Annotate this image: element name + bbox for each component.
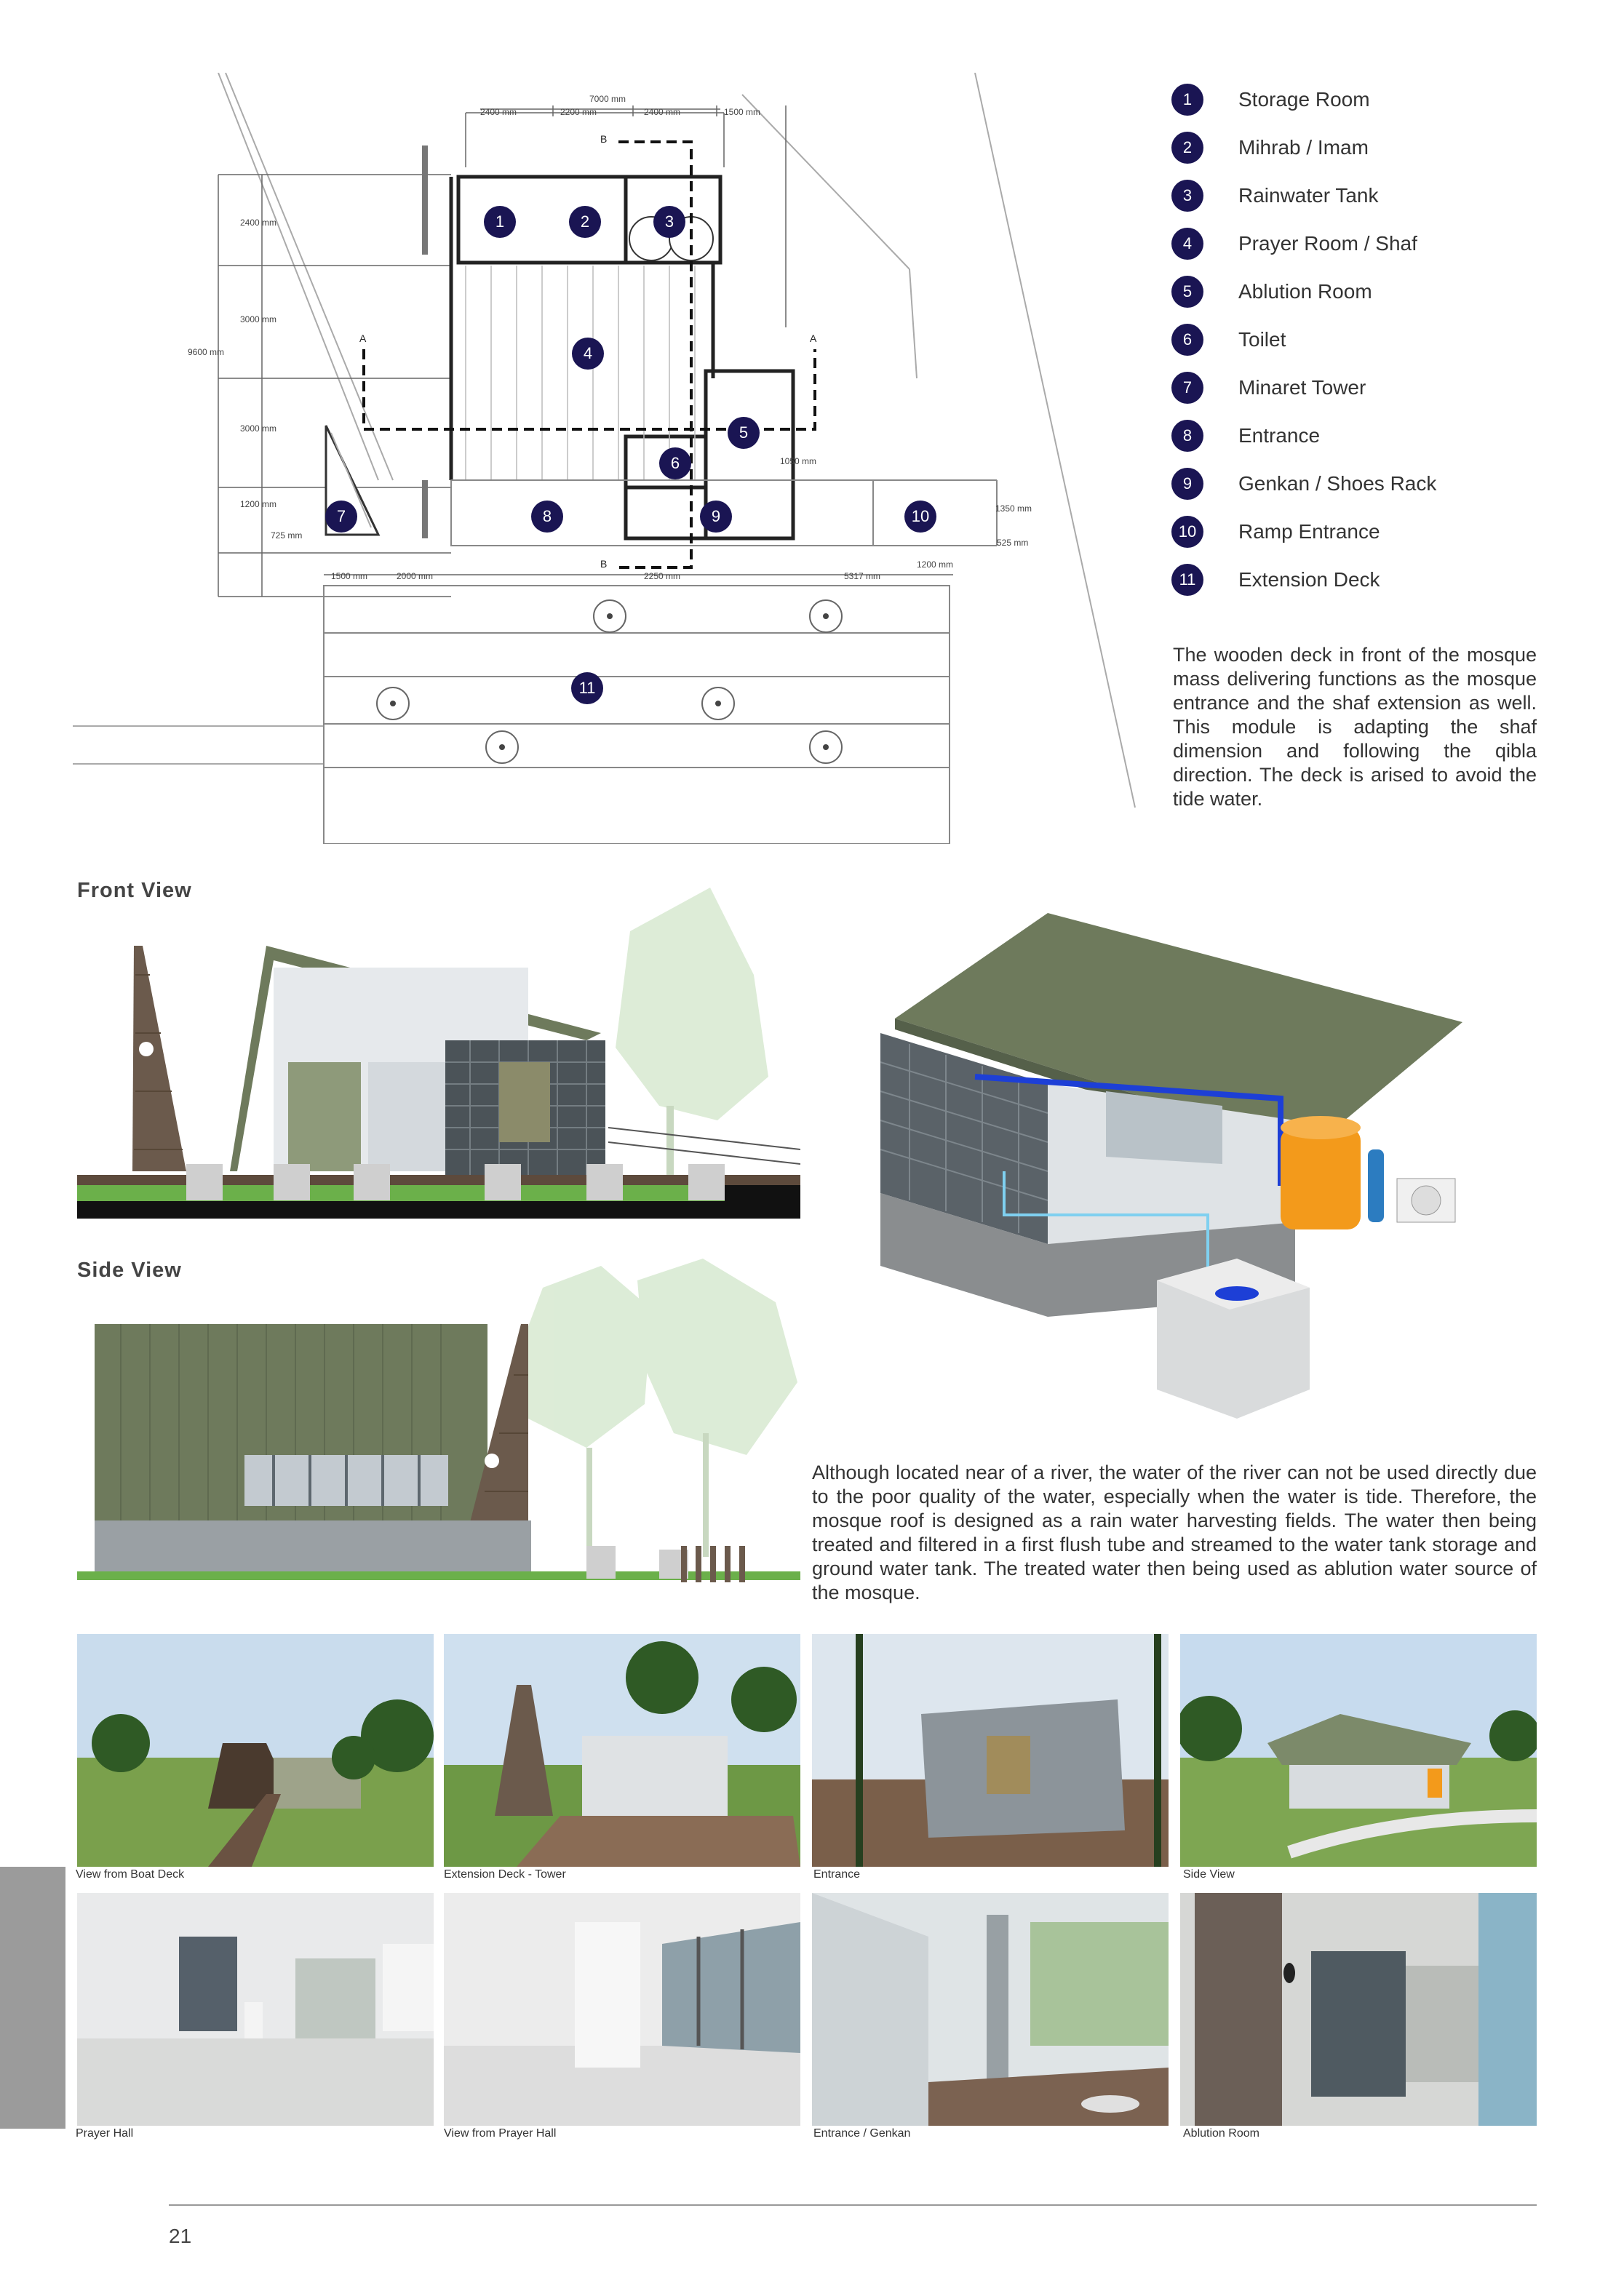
plan-badge-9: 9 — [700, 501, 732, 533]
section-b-bottom: B — [600, 558, 608, 570]
plan-badge-2: 2 — [569, 206, 601, 238]
dim-bottom-b: 2000 mm — [397, 571, 434, 581]
plan-badge-6: 6 — [659, 447, 691, 479]
dim-left-c: 3000 mm — [240, 423, 277, 434]
side-view-title: Side View — [77, 1259, 182, 1282]
caption-prayer-hall: Prayer Hall — [76, 2127, 134, 2140]
dim-top-c: 2400 mm — [644, 107, 681, 117]
legend-badge: 5 — [1171, 276, 1203, 308]
photo-view-from-prayer-hall — [444, 1893, 800, 2126]
caption-boat-deck: View from Boat Deck — [76, 1868, 185, 1881]
legend-item — [1171, 460, 1550, 508]
legend-label: Entrance — [1238, 424, 1321, 447]
plan-badge-1: 1 — [484, 206, 516, 238]
legend-badge: 2 — [1171, 132, 1203, 164]
legend-badge: 4 — [1171, 228, 1203, 260]
footer-rule — [169, 2204, 1537, 2206]
caption-extension-deck: Extension Deck - Tower — [444, 1868, 566, 1881]
page-number: 21 — [169, 2225, 192, 2247]
plan-badge-5: 5 — [728, 417, 760, 449]
plan-badge-3: 3 — [653, 206, 685, 238]
legend-item — [1171, 76, 1550, 124]
caption-view-from-prayer-hall: View from Prayer Hall — [444, 2127, 557, 2140]
legend-badge: 10 — [1171, 516, 1203, 548]
caption-side-view: Side View — [1183, 1868, 1235, 1881]
plan-badge-8: 8 — [531, 501, 563, 533]
photo-ablution-room — [1180, 1893, 1537, 2126]
section-b-top: B — [600, 133, 608, 145]
legend-item — [1171, 268, 1550, 316]
legend-badge: 9 — [1171, 468, 1203, 500]
floor-plan — [73, 73, 1150, 844]
legend-badge: 7 — [1171, 372, 1203, 404]
legend-label: Storage Room — [1238, 88, 1370, 111]
dim-right-b: 1350 mm — [995, 503, 1032, 514]
dim-bottom-a: 1500 mm — [331, 571, 368, 581]
dim-right-a: 1050 mm — [780, 456, 817, 466]
photo-boat-deck — [77, 1634, 434, 1867]
legend-label: Toilet — [1238, 328, 1286, 351]
dim-top-d: 1500 mm — [724, 107, 761, 117]
legend-item — [1171, 556, 1550, 604]
plan-badge-11: 11 — [571, 672, 603, 704]
side-view-elevation — [77, 1259, 800, 1601]
dim-right-c: 525 mm — [997, 538, 1029, 548]
legend-item — [1171, 412, 1550, 460]
plan-badge-7: 7 — [325, 501, 357, 533]
plan-badge-4: 4 — [572, 338, 604, 370]
legend-label: Mihrab / Imam — [1238, 136, 1369, 159]
plan-legend — [1171, 76, 1550, 604]
dim-left-d: 1200 mm — [240, 499, 277, 509]
photo-prayer-hall — [77, 1893, 434, 2126]
legend-badge: 1 — [1171, 84, 1203, 116]
dim-left-a: 2400 mm — [240, 218, 277, 228]
legend-badge: 11 — [1171, 564, 1203, 596]
section-a-right: A — [810, 332, 817, 344]
legend-label: Genkan / Shoes Rack — [1238, 472, 1437, 495]
legend-badge: 3 — [1171, 180, 1203, 212]
dim-left-total: 9600 mm — [188, 347, 225, 357]
water-system-3d — [873, 909, 1470, 1419]
legend-item — [1171, 220, 1550, 268]
section-a-left: A — [359, 332, 367, 344]
dim-bottom-c: 2250 mm — [644, 571, 681, 581]
dim-bottom-e: 1200 mm — [917, 559, 954, 570]
page-side-tab — [0, 1867, 65, 2129]
dim-top-b: 2200 mm — [560, 107, 597, 117]
photo-entrance-genkan — [812, 1893, 1169, 2126]
plan-badge-10: 10 — [904, 501, 936, 533]
water-system-description: Although located near of a river, the water of the river can not be used directly due to the poor quality of the water, especially when the water is tide. Therefore, the mosque roof is designed as a rain water harvesting fields. The water then being treated and filtered in a first flush tube and streamed to the water tank storage and ground water tank. The treated water then being used as ablution water source of the mosque. — [812, 1462, 1537, 1603]
legend-label: Rainwater Tank — [1238, 184, 1379, 207]
front-view-elevation — [77, 888, 800, 1238]
legend-item — [1171, 508, 1550, 556]
dim-left-b: 3000 mm — [240, 314, 277, 324]
legend-label: Ramp Entrance — [1238, 520, 1380, 543]
deck-description: The wooden deck in front of the mosque mass delivering functions as the mosque entrance and the shaf extension as well. This module is adapting the shaf dimension and following the qibla direction. The deck is arised to avoid the tide water. — [1173, 644, 1537, 810]
photo-entrance — [812, 1634, 1169, 1867]
legend-item — [1171, 364, 1550, 412]
dim-top-a: 2400 mm — [480, 107, 517, 117]
dim-bottom-d: 5317 mm — [844, 571, 881, 581]
legend-badge: 8 — [1171, 420, 1203, 452]
front-view-title: Front View — [77, 879, 192, 902]
caption-ablution-room: Ablution Room — [1183, 2127, 1259, 2140]
legend-item — [1171, 316, 1550, 364]
legend-label: Prayer Room / Shaf — [1238, 232, 1417, 255]
dim-top-total: 7000 mm — [589, 94, 626, 104]
legend-label: Ablution Room — [1238, 280, 1372, 303]
legend-label: Extension Deck — [1238, 568, 1380, 591]
legend-item — [1171, 172, 1550, 220]
legend-item — [1171, 124, 1550, 172]
photo-extension-deck-tower — [444, 1634, 800, 1867]
caption-entrance-genkan: Entrance / Genkan — [813, 2127, 911, 2140]
caption-entrance: Entrance — [813, 1868, 861, 1881]
dim-left-e: 725 mm — [271, 530, 303, 541]
legend-label: Minaret Tower — [1238, 376, 1366, 399]
legend-badge: 6 — [1171, 324, 1203, 356]
photo-side-view — [1180, 1634, 1537, 1867]
